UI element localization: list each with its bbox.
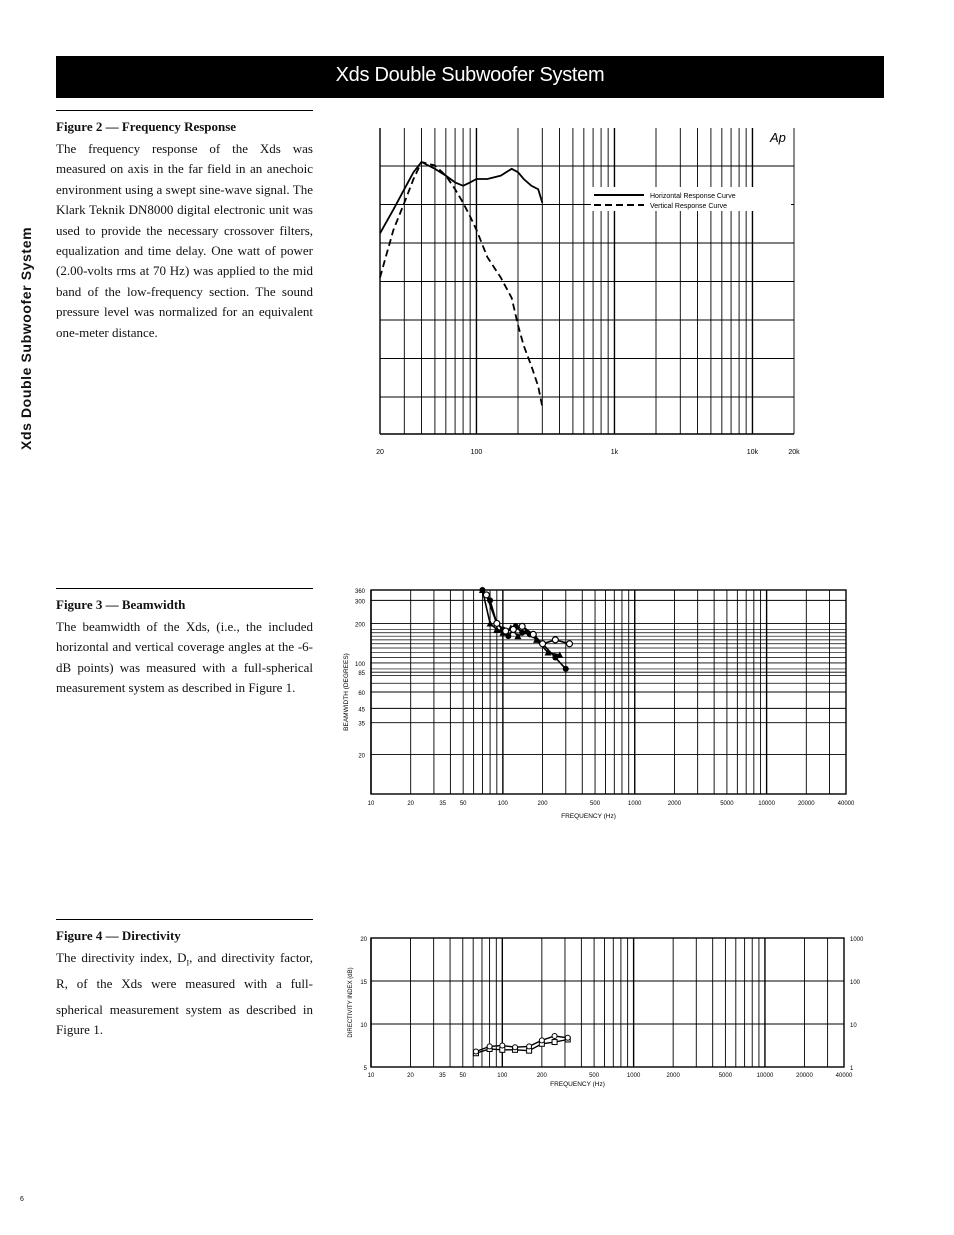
data-point: [500, 1043, 505, 1048]
x-tick-label: 2000: [666, 1073, 680, 1079]
ap-logo: Ap: [770, 130, 786, 145]
x-tick-label: 1k: [610, 449, 619, 456]
data-point: [473, 1049, 478, 1054]
y2-tick-label: 100: [850, 980, 861, 986]
figure-4-body: The directivity index, $D_I$, and directivity factor, R, of the Xds were measured with a full-spherical measurement system as described in Figure 1.: [56, 950, 313, 1038]
x-tick-label: 200: [536, 1073, 547, 1079]
y-tick-label: 300: [354, 599, 365, 606]
data-point: [510, 626, 516, 632]
x-tick-label: 20k: [788, 449, 800, 456]
side-title: Xds Double Subwoofer System: [18, 226, 34, 450]
legend-label: Vertical Response Curve: [650, 203, 728, 210]
y-tick-label: 45: [358, 707, 365, 714]
data-point: [487, 1044, 492, 1049]
data-point: [565, 1035, 570, 1040]
y-axis-label: DIRECTIVITY INDEX (dB): [348, 967, 354, 1038]
x-tick-label: 20000: [796, 1073, 813, 1079]
data-point: [483, 592, 489, 598]
data-point: [540, 641, 546, 647]
x-tick-label: 5000: [720, 801, 734, 807]
y-tick-label: 15: [360, 980, 367, 986]
divider: [56, 919, 313, 920]
figure-2-body: The frequency response of the Xds was measured on axis in the far field in an anechoic environment using a swept sine-wave signal. The Klark Teknik DN8000 digital electronic unit was used to provide the necessary crossover filters, equalization and time delay. One watt of power (2.00-volts rms at 70 Hz) was applied to the mid band of the low-frequency section. The sound pressure level was normalized for an equivalent one-meter distance.: [56, 141, 313, 340]
divider: [56, 110, 313, 111]
y-tick-label: 10: [360, 1023, 367, 1029]
x-tick-label: 1000: [626, 1073, 641, 1079]
x-tick-label: 40000: [835, 1073, 853, 1079]
data-point: [552, 637, 558, 643]
x-tick-label: 100: [497, 1073, 508, 1079]
data-point: [527, 1044, 532, 1049]
y2-tick-label: 10: [850, 1023, 857, 1029]
x-tick-label: 100: [497, 801, 508, 807]
x-tick-label: 200: [537, 801, 548, 807]
x-tick-label: 100: [470, 449, 483, 456]
x-tick-label: 50: [459, 801, 467, 807]
y-tick-label: 35: [358, 721, 365, 728]
x-axis-label: FREQUENCY (Hz): [561, 813, 616, 820]
figure-2-text-block: [56, 110, 313, 343]
page-title: Xds Double Subwoofer System: [335, 64, 605, 86]
y2-tick-label: 1: [850, 1066, 854, 1072]
figure-4-text-block: [56, 919, 313, 1041]
x-tick-label: 20: [376, 449, 384, 456]
data-point: [566, 641, 572, 647]
y-tick-label: 100: [354, 661, 365, 668]
data-point: [552, 1040, 557, 1045]
x-tick-label: 1000: [628, 801, 642, 807]
x-tick-label: 20000: [797, 801, 815, 807]
header-bar: [56, 56, 884, 98]
figure-4-caption: Figure 4 — Directivity: [56, 928, 181, 943]
y2-tick-label: 1000: [850, 937, 864, 943]
y-tick-label: 5: [363, 1066, 367, 1072]
data-point: [519, 623, 525, 629]
y-tick-label: 85: [358, 671, 365, 678]
beamwidth-chart: [340, 582, 860, 822]
divider: [56, 588, 313, 589]
x-tick-label: 20: [407, 1073, 414, 1079]
x-tick-label: 10: [367, 1073, 375, 1079]
data-point: [563, 666, 569, 672]
frequency-response-chart: [372, 120, 802, 465]
y-tick-label: 200: [354, 622, 365, 629]
x-tick-label: 50: [459, 1073, 467, 1079]
y-tick-label: 60: [358, 691, 365, 697]
x-tick-label: 500: [590, 801, 601, 807]
x-tick-label: 10000: [756, 1073, 774, 1079]
x-tick-label: 10000: [758, 801, 775, 807]
data-point: [552, 1034, 557, 1039]
figure-3-text-block: [56, 588, 313, 699]
y-axis-label: BEAMWIDTH (DEGREES): [343, 653, 350, 731]
figure-3-body: The beamwidth of the Xds, (i.e., the included horizontal and vertical coverage angles at the -6-dB points) was measured with a full-spherical measurement system as described in Figure 1.: [56, 619, 313, 696]
data-point: [494, 620, 500, 626]
x-tick-label: 2000: [667, 801, 682, 807]
data-point: [513, 1045, 518, 1050]
x-tick-label: 10k: [746, 449, 759, 456]
directivity-chart: [340, 930, 870, 1090]
x-axis-label: FREQUENCY (Hz): [550, 1081, 605, 1088]
data-point: [539, 1038, 544, 1043]
page-number: 6: [20, 1196, 24, 1203]
x-tick-label: 10: [367, 801, 375, 807]
figure-2-caption: Figure 2 — Frequency Response: [56, 119, 237, 134]
x-tick-label: 35: [439, 1073, 446, 1079]
y-tick-label: 20: [358, 753, 365, 760]
x-tick-label: 500: [589, 1073, 600, 1079]
legend-label: Horizontal Response Curve: [650, 193, 736, 200]
plot-frame: [371, 938, 844, 1067]
y-tick-label: 20: [360, 937, 367, 943]
x-tick-label: 5000: [718, 1073, 733, 1079]
figure-3-caption: Figure 3 — Beamwidth: [56, 597, 186, 612]
data-point: [530, 631, 536, 637]
x-tick-label: 20: [407, 801, 415, 807]
x-tick-label: 40000: [837, 801, 855, 807]
x-tick-label: 35: [439, 801, 447, 807]
data-point: [503, 628, 509, 634]
y-tick-label: 360: [354, 589, 365, 595]
